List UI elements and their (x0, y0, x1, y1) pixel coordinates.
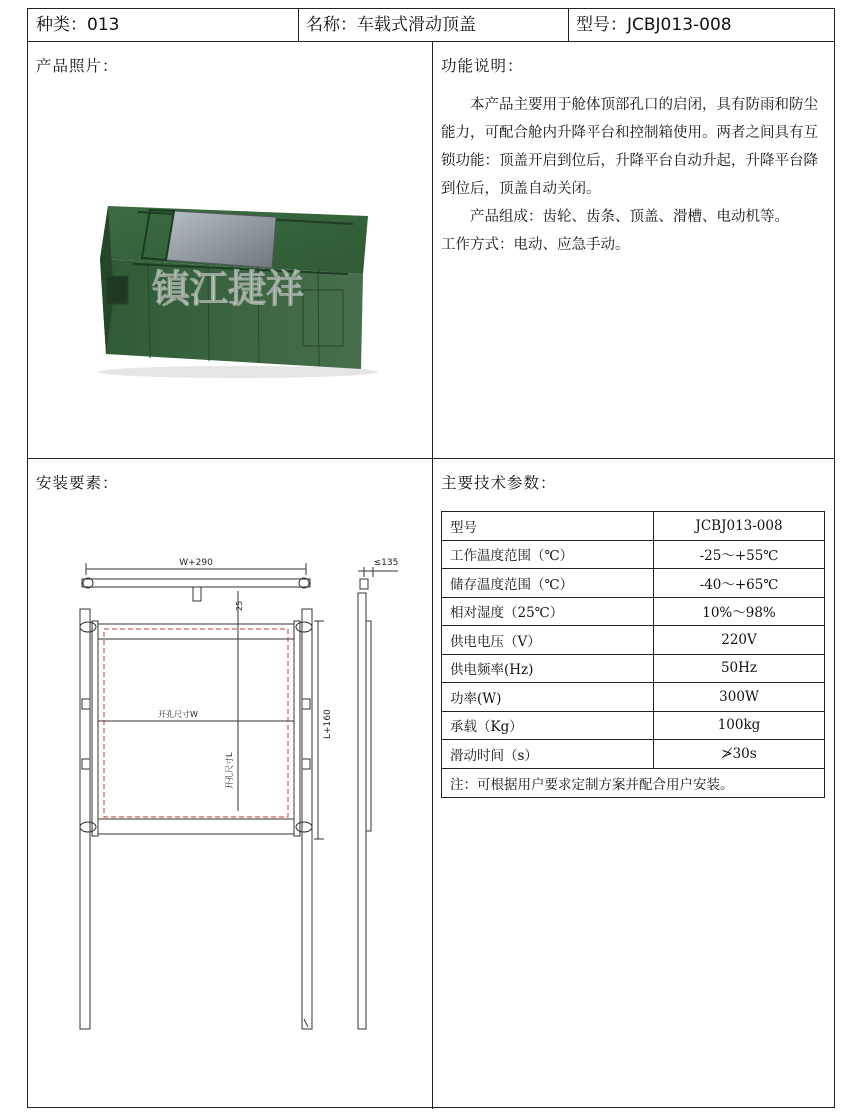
param-value: 300W (654, 683, 825, 712)
param-value: 220V (654, 626, 825, 655)
open-w-label: 开孔尺寸W (158, 710, 198, 719)
table-row (442, 683, 825, 712)
installation-drawing (68, 549, 408, 1039)
function-paragraph: 本产品主要用于舱体顶部孔口的启闭，具有防雨和防尘能力，可配合舱内升降平台和控制箱使用。两者之间具有互锁功能：顶盖开启到位后，升降平台自动升起，升降平台降到位后，顶盖自动关闭。 (441, 97, 818, 197)
dim-25-label: 25 (235, 600, 244, 611)
table-row (442, 512, 825, 541)
param-label: 工作温度范围（℃） (442, 540, 654, 569)
dim-w-label: W+290 (179, 558, 213, 568)
param-label: 供电电压（V） (442, 626, 654, 655)
function-description (441, 91, 829, 259)
param-label: 储存温度范围（℃） (442, 569, 654, 598)
product-name-cell: 名称：车载式滑动顶盖 (306, 15, 476, 35)
function-section-title: 功能说明： (441, 57, 524, 75)
param-label: 承载（Kg） (442, 711, 654, 740)
sliding-cover (166, 211, 276, 268)
photo-section-title: 产品照片： (36, 57, 119, 75)
table-row (442, 569, 825, 598)
table-row (442, 626, 825, 655)
param-label: 相对湿度（25℃） (442, 597, 654, 626)
header-row (28, 9, 834, 42)
table-row (442, 540, 825, 569)
param-label: 功率(W) (442, 683, 654, 712)
param-value: -25～+55℃ (654, 540, 825, 569)
column-divider (432, 41, 433, 1109)
params-note: 注：可根据用户要求定制方案并配合用户安装。 (442, 768, 825, 797)
table-row (442, 597, 825, 626)
model-cell: 型号：JCBJ013-008 (576, 15, 732, 35)
param-value: 50Hz (654, 654, 825, 683)
product-photo (78, 194, 378, 379)
dim-l160-label: L+160 (323, 709, 333, 739)
header-divider (568, 9, 569, 41)
table-row (442, 740, 825, 769)
header-divider (298, 9, 299, 41)
open-l-label: 开孔尺寸L (225, 752, 234, 789)
param-value: -40～+65℃ (654, 569, 825, 598)
table-row (442, 711, 825, 740)
param-value: 100kg (654, 711, 825, 740)
install-section-title: 安装要素： (36, 474, 119, 492)
param-label: 滑动时间（s） (442, 740, 654, 769)
dim-side-label: ≤135 (373, 558, 399, 568)
opening-outline (104, 629, 288, 817)
row-divider (28, 458, 834, 459)
param-label: 供电频率(Hz) (442, 654, 654, 683)
params-section-title: 主要技术参数： (441, 474, 557, 492)
table-row (442, 654, 825, 683)
param-value: ≯30s (654, 740, 825, 769)
category-cell: 种类：013 (36, 15, 120, 35)
spec-sheet (27, 8, 835, 1108)
param-label: 型号 (442, 512, 654, 541)
function-paragraph: 产品组成：齿轮、齿条、顶盖、滑槽、电动机等。 (470, 209, 789, 225)
watermark-text: 镇江捷祥 (151, 267, 305, 311)
table-row (442, 768, 825, 797)
function-paragraph: 工作方式：电动、应急手动。 (441, 237, 630, 253)
param-value: JCBJ013-008 (654, 512, 825, 541)
param-value: 10%～98% (654, 597, 825, 626)
params-table (441, 511, 825, 798)
